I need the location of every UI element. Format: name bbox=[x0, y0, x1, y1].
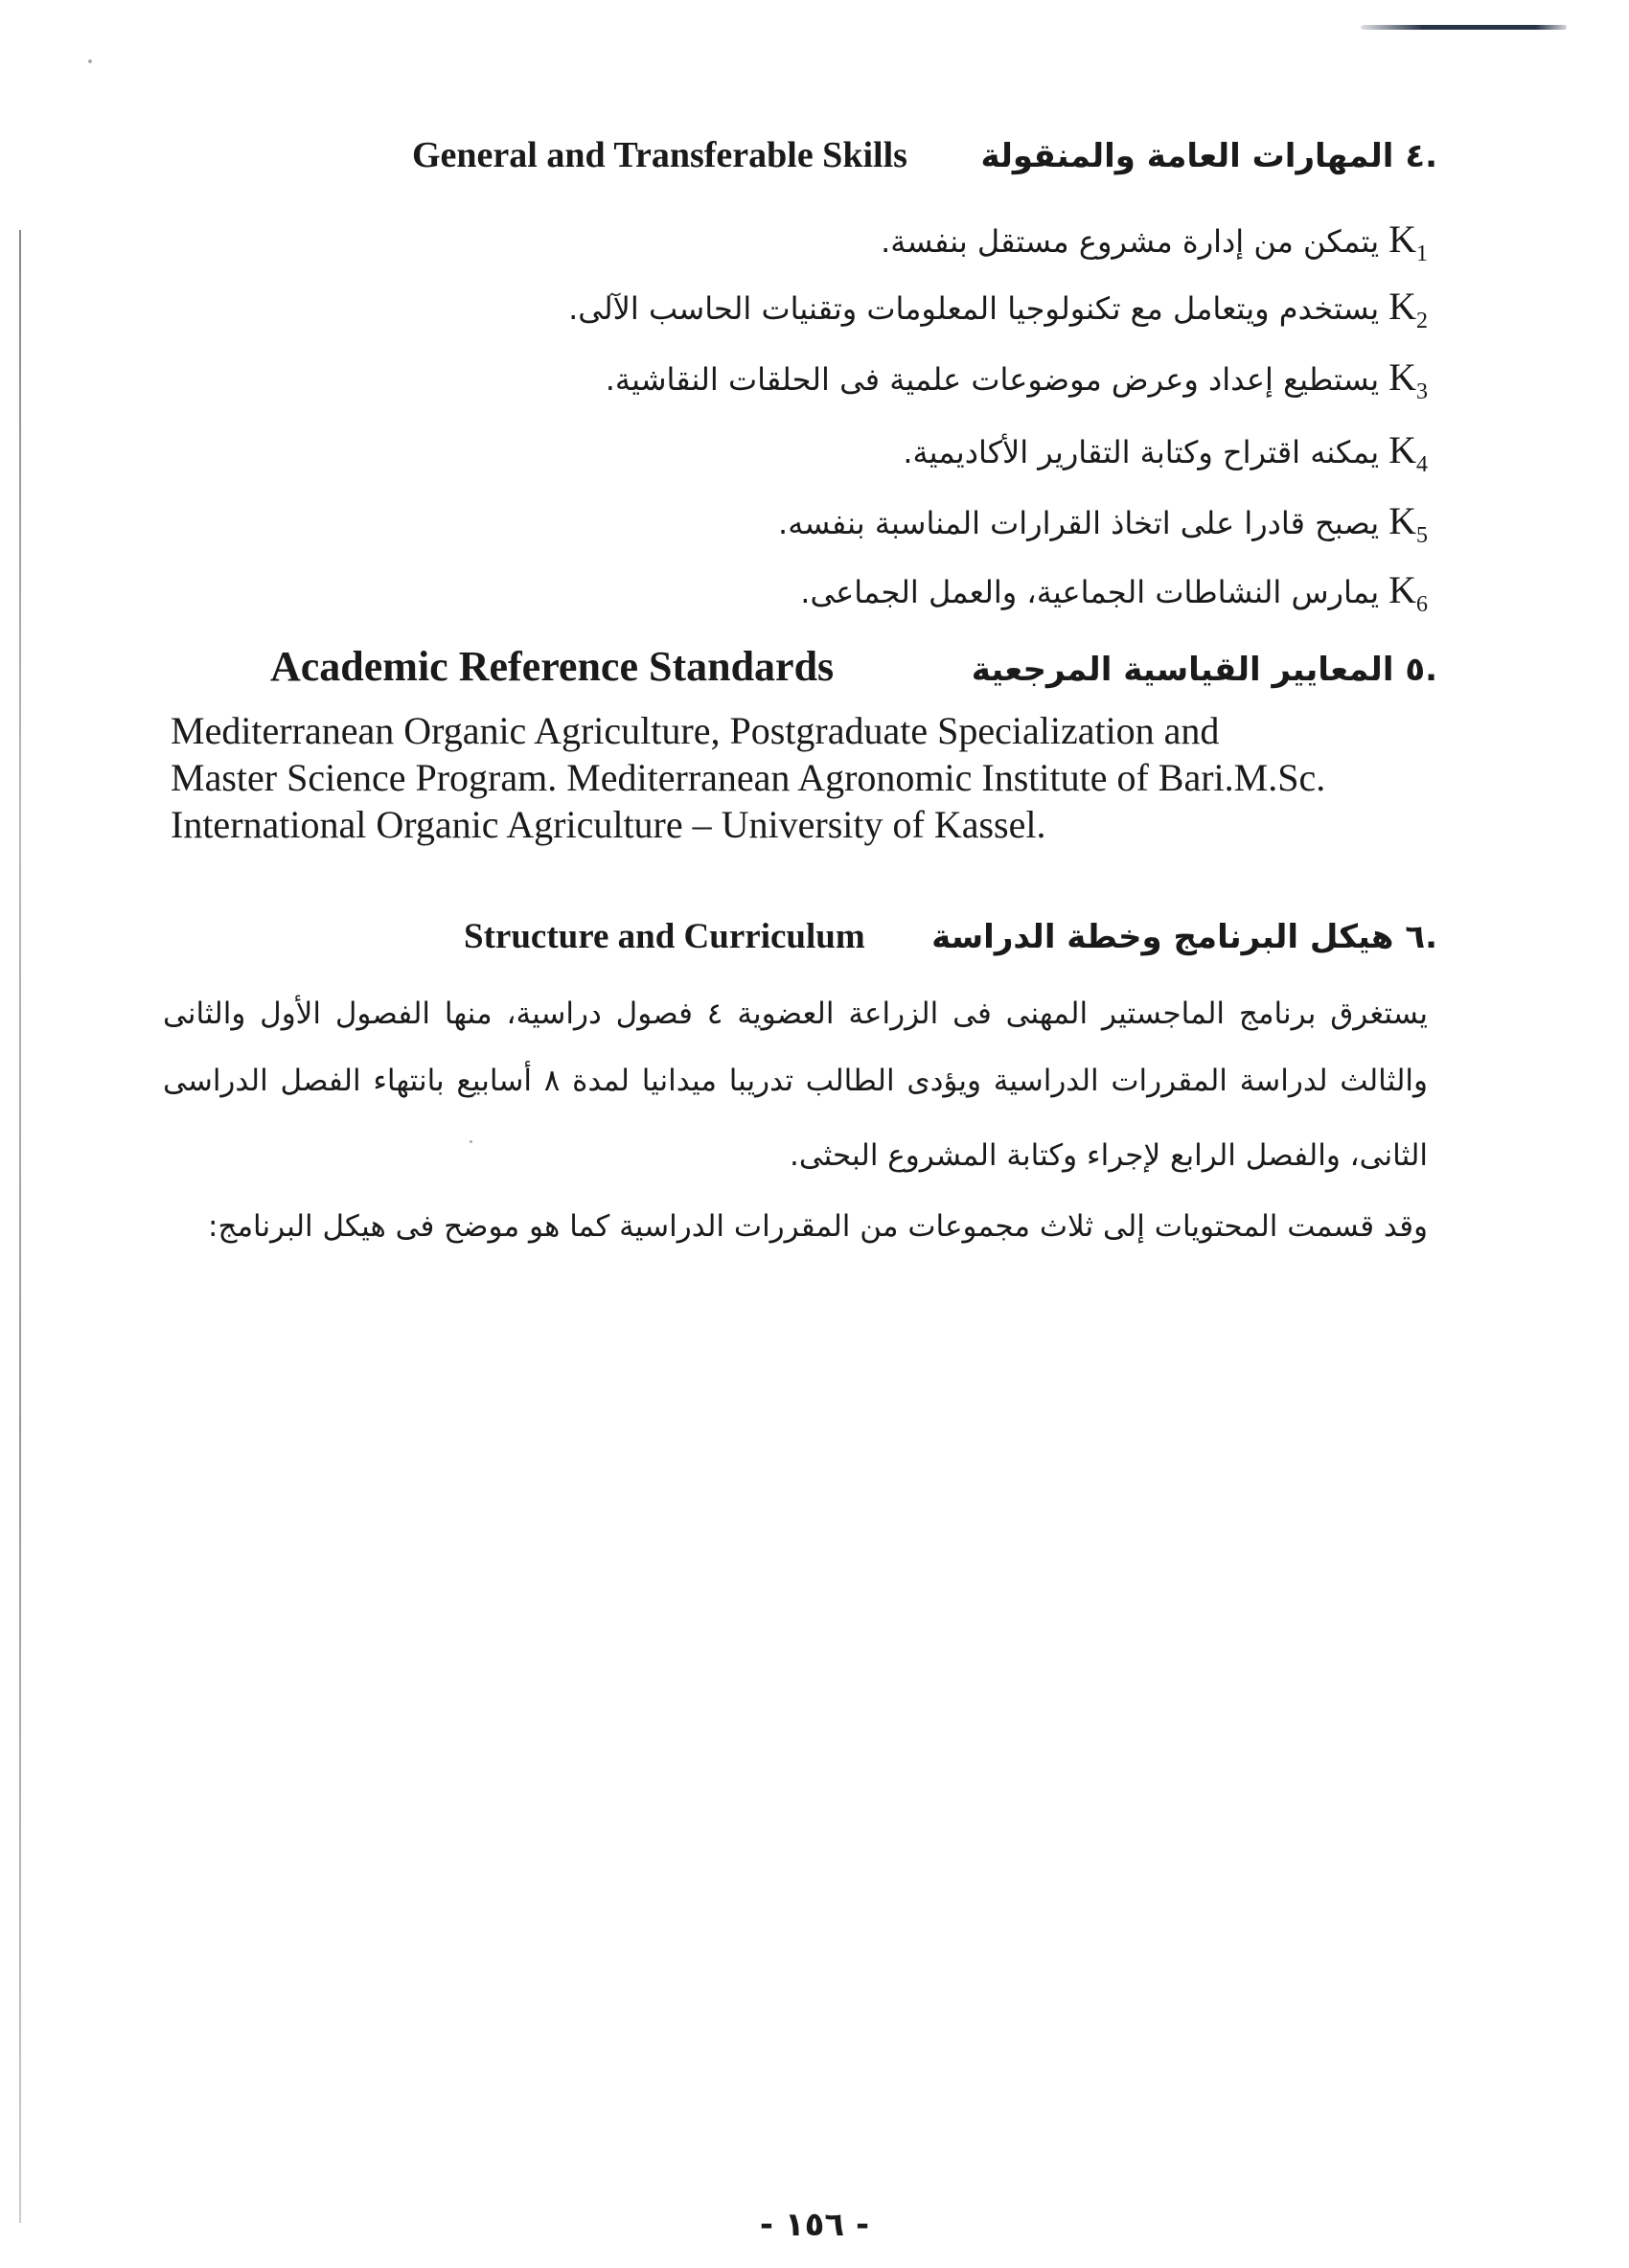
section5-title-en: Academic Reference Standards bbox=[270, 643, 835, 690]
section4-title-ar: .٤ المهارات العامة والمنقولة bbox=[980, 137, 1437, 175]
paragraph-line: International Organic Agriculture – University of Kassel. bbox=[171, 803, 1046, 846]
paragraph-line: Master Science Program. Mediterranean Agronomic Institute of Bari.M.Sc. bbox=[171, 756, 1326, 799]
reference-standards-paragraph bbox=[171, 707, 1445, 848]
skill-text: يتمكن من إدارة مشروع مستقل بنفسة. bbox=[881, 223, 1380, 260]
skill-text: يستخدم ويتعامل مع تكنولوجيا المعلومات وتقنيات الحاسب الآلى. bbox=[568, 290, 1380, 327]
skill-item-k6 bbox=[800, 567, 1428, 625]
skill-item-k3 bbox=[606, 355, 1428, 412]
page-number: - ١٥٦ - bbox=[759, 2206, 870, 2244]
section6-title-ar: .٦ هيكل البرنامج وخطة الدراسة bbox=[931, 918, 1437, 956]
section6-heading bbox=[464, 916, 1437, 957]
section4-heading bbox=[412, 134, 1437, 176]
skill-item-k4 bbox=[903, 427, 1428, 485]
skill-code: $K_3$ bbox=[1388, 355, 1428, 404]
curriculum-paragraph-line: الثانى، والفصل الرابع لإجراء وكتابة المشروع البحثى. bbox=[789, 1138, 1428, 1173]
skill-text: يمكنه اقتراح وكتابة التقارير الأكاديمية. bbox=[903, 434, 1380, 470]
section4-title-en: General and Transferable Skills bbox=[412, 135, 907, 175]
skill-text: يصبح قادرا على اتخاذ القرارات المناسبة بنفسه. bbox=[778, 505, 1380, 541]
skill-code: $K_1$ bbox=[1388, 218, 1428, 266]
skill-item-k5 bbox=[778, 498, 1428, 556]
skill-item-k2 bbox=[568, 284, 1428, 341]
skill-text: يمارس النشاطات الجماعية، والعمل الجماعى. bbox=[800, 574, 1380, 610]
scan-speck bbox=[88, 59, 92, 63]
skill-item-k1 bbox=[881, 217, 1428, 274]
skill-code: $K_2$ bbox=[1388, 285, 1428, 333]
paragraph-line: Mediterranean Organic Agriculture, Postgraduate Specialization and bbox=[171, 709, 1220, 752]
skill-text: يستطيع إعداد وعرض موضوعات علمية فى الحلقات النقاشية. bbox=[605, 361, 1380, 398]
skill-code: $K_4$ bbox=[1388, 428, 1428, 477]
curriculum-paragraph-line: يستغرق برنامج الماجستير المهنى فى الزراعة العضوية ٤ فصول دراسية، منها الفصول الأول والثانى bbox=[163, 997, 1428, 1031]
section5-title-ar: .٥ المعايير القياسية المرجعية bbox=[971, 651, 1437, 689]
section5-heading bbox=[270, 642, 1437, 691]
scan-mark-top bbox=[1361, 25, 1567, 30]
skill-code: $K_5$ bbox=[1388, 499, 1428, 548]
curriculum-paragraph-line: والثالث لدراسة المقررات الدراسية ويؤدى الطالب تدريبا ميدانيا لمدة ٨ أسابيع بانتهاء الفصل الدراسى bbox=[163, 1064, 1428, 1098]
scan-margin-line bbox=[19, 230, 21, 2223]
section6-title-en: Structure and Curriculum bbox=[464, 917, 865, 956]
skill-code: $K_6$ bbox=[1388, 568, 1428, 617]
curriculum-paragraph-line: وقد قسمت المحتويات إلى ثلاث مجموعات من المقررات الدراسية كما هو موضح فى هيكل البرنامج: bbox=[208, 1209, 1428, 1244]
